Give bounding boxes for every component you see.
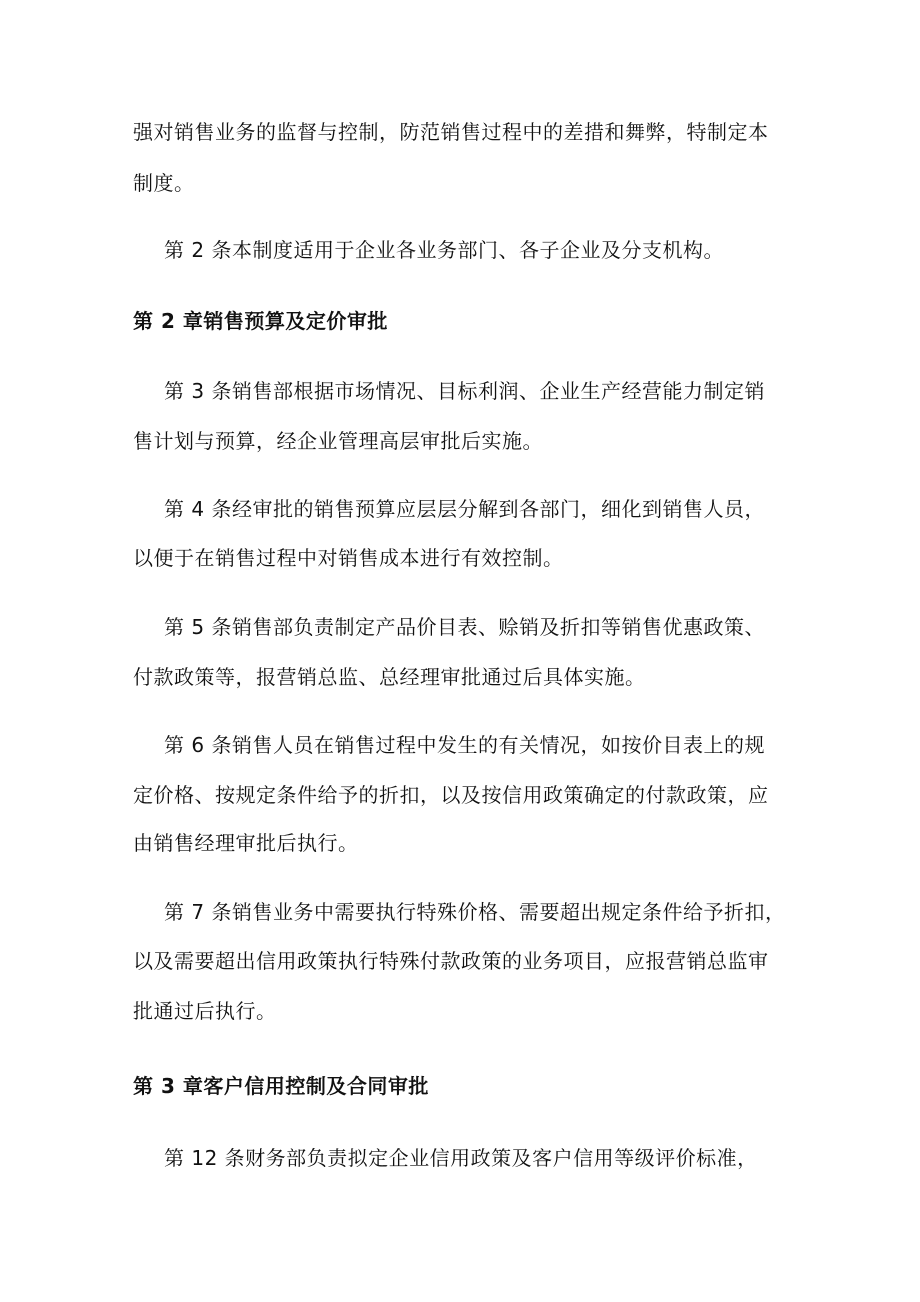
chapter-2-heading: 第 2 章销售预算及定价审批 xyxy=(133,309,388,333)
paragraph-line: 以便于在销售过程中对销售成本进行有效控制。 xyxy=(133,546,564,570)
paragraph-line: 售计划与预算，经企业管理高层审批后实施。 xyxy=(133,429,543,453)
paragraph-line: 批通过后执行。 xyxy=(133,999,277,1023)
paragraph-line: 制度。 xyxy=(133,171,195,195)
article-7-line: 第 7 条销售业务中需要执行特殊价格、需要超出规定条件给予折扣， xyxy=(164,900,786,924)
article-6-line: 第 6 条销售人员在销售过程中发生的有关情况，如按价目表上的规 xyxy=(164,733,765,757)
article-12-line: 第 12 条财务部负责拟定企业信用政策及客户信用等级评价标准， xyxy=(164,1146,758,1170)
article-2-line: 第 2 条本制度适用于企业各业务部门、各子企业及分支机构。 xyxy=(164,238,724,262)
article-4-line: 第 4 条经审批的销售预算应层层分解到各部门，细化到销售人员， xyxy=(164,497,765,521)
article-5-line: 第 5 条销售部负责制定产品价目表、赊销及折扣等销售优惠政策、 xyxy=(164,615,765,639)
article-3-line: 第 3 条销售部根据市场情况、目标利润、企业生产经营能力制定销 xyxy=(164,379,765,403)
paragraph-line: 付款政策等，报营销总监、总经理审批通过后具体实施。 xyxy=(133,665,646,689)
paragraph-line: 以及需要超出信用政策执行特殊付款政策的业务项目，应报营销总监审 xyxy=(133,949,769,973)
paragraph-line: 强对销售业务的监督与控制，防范销售过程中的差措和舞弊，特制定本 xyxy=(133,120,769,144)
paragraph-line: 定价格、按规定条件给予的折扣，以及按信用政策确定的付款政策，应 xyxy=(133,783,769,807)
chapter-3-heading: 第 3 章客户信用控制及合同审批 xyxy=(133,1074,429,1098)
paragraph-line: 由销售经理审批后执行。 xyxy=(133,831,359,855)
